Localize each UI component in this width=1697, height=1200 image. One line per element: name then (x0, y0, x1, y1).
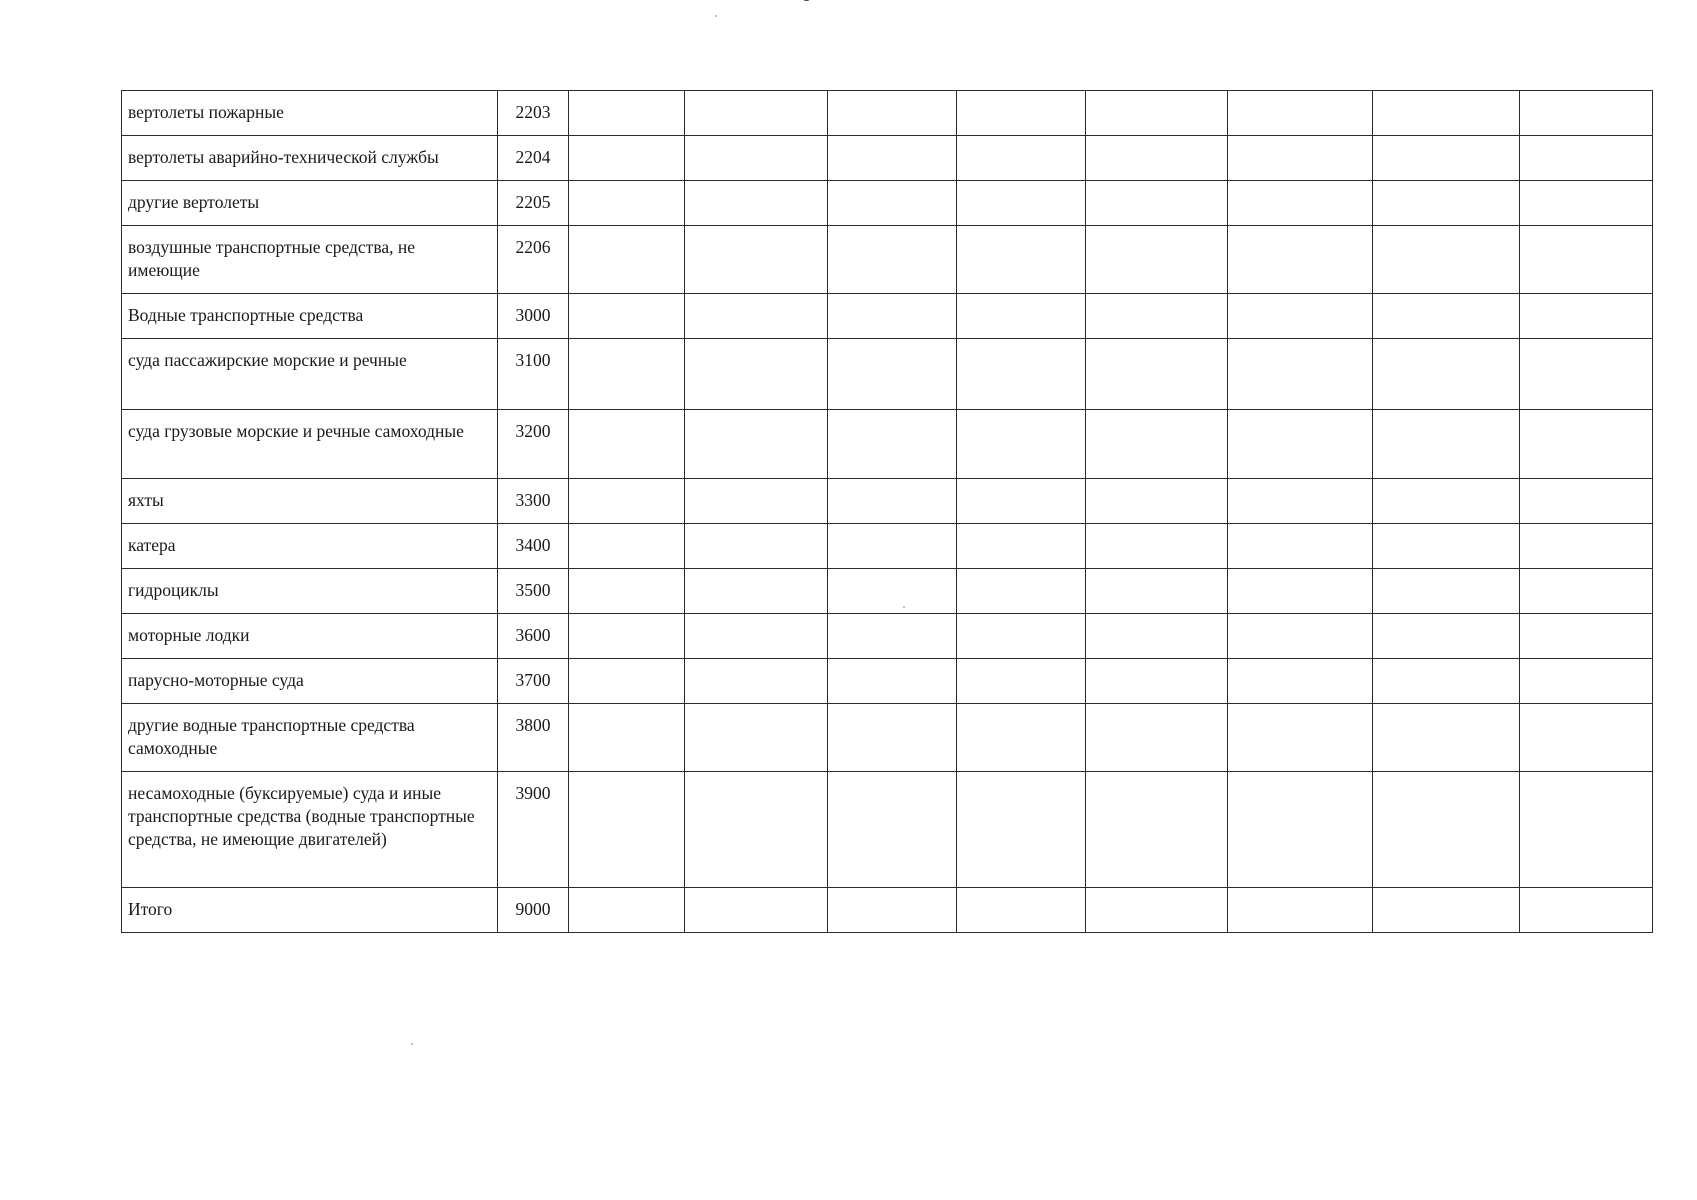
value-cell (685, 91, 828, 136)
value-cell (685, 659, 828, 704)
value-cell (957, 479, 1086, 524)
value-cell (569, 136, 685, 181)
table-row (122, 226, 1653, 294)
value-cell (1228, 479, 1373, 524)
value-cell (828, 479, 957, 524)
value-cell (569, 659, 685, 704)
table-row (122, 91, 1653, 136)
value-cell (1373, 614, 1520, 659)
value-cell (828, 410, 957, 479)
value-cell (828, 659, 957, 704)
row-name-cell: суда пассажирские морские и речные (122, 339, 498, 410)
table-body (122, 91, 1653, 933)
value-cell (1373, 888, 1520, 933)
value-cell (1520, 704, 1653, 772)
value-cell (1228, 704, 1373, 772)
value-cell (1086, 181, 1228, 226)
value-cell (1228, 614, 1373, 659)
value-cell (569, 181, 685, 226)
value-cell (1228, 410, 1373, 479)
value-cell (957, 524, 1086, 569)
value-cell (1228, 294, 1373, 339)
value-cell (1520, 339, 1653, 410)
value-cell (957, 410, 1086, 479)
row-name-cell: моторные лодки (122, 614, 498, 659)
value-cell (1086, 226, 1228, 294)
value-cell (1228, 226, 1373, 294)
value-cell (1373, 410, 1520, 479)
table-row (122, 136, 1653, 181)
value-cell (685, 410, 828, 479)
row-code-cell: 2206 (498, 226, 569, 294)
row-name-cell: другие вертолеты (122, 181, 498, 226)
scan-artifact (903, 606, 905, 608)
row-code-cell: 3000 (498, 294, 569, 339)
value-cell (1373, 772, 1520, 888)
value-cell (569, 772, 685, 888)
table-row-total (122, 888, 1653, 933)
value-cell (828, 181, 957, 226)
value-cell (1520, 479, 1653, 524)
row-name-cell: Водные транспортные средства (122, 294, 498, 339)
row-code-cell: 2205 (498, 181, 569, 226)
value-cell (569, 294, 685, 339)
value-cell (569, 91, 685, 136)
row-code-cell: 3600 (498, 614, 569, 659)
value-cell (685, 524, 828, 569)
value-cell (957, 772, 1086, 888)
value-cell (1373, 294, 1520, 339)
value-cell (685, 888, 828, 933)
value-cell (1086, 614, 1228, 659)
value-cell (1228, 339, 1373, 410)
value-cell (1086, 410, 1228, 479)
value-cell (569, 704, 685, 772)
value-cell (957, 614, 1086, 659)
value-cell (828, 226, 957, 294)
value-cell (957, 226, 1086, 294)
value-cell (828, 339, 957, 410)
value-cell (828, 524, 957, 569)
value-cell (1373, 659, 1520, 704)
value-cell (828, 614, 957, 659)
scan-artifact (715, 15, 717, 17)
value-cell (828, 772, 957, 888)
value-cell (1373, 226, 1520, 294)
value-cell (685, 704, 828, 772)
row-code-cell: 3300 (498, 479, 569, 524)
value-cell (1228, 888, 1373, 933)
row-name-cell: суда грузовые морские и речные самоходные (122, 410, 498, 479)
value-cell (569, 524, 685, 569)
value-cell (828, 136, 957, 181)
value-cell (1086, 339, 1228, 410)
row-name-cell: несамоходные (буксируемые) суда и иные транспортные средства (водные транспортные средства, не имеющие двигателей) (122, 772, 498, 888)
table-row (122, 524, 1653, 569)
value-cell (1086, 91, 1228, 136)
value-cell (1373, 524, 1520, 569)
row-name-cell: другие водные транспортные средства самоходные (122, 704, 498, 772)
value-cell (1086, 136, 1228, 181)
value-cell (1228, 659, 1373, 704)
table-row (122, 339, 1653, 410)
vehicle-report-table (121, 90, 1653, 933)
value-cell (1086, 524, 1228, 569)
value-cell (685, 226, 828, 294)
row-name-cell: Итого (122, 888, 498, 933)
value-cell (1086, 479, 1228, 524)
value-cell (1373, 339, 1520, 410)
value-cell (685, 294, 828, 339)
value-cell (569, 569, 685, 614)
value-cell (957, 91, 1086, 136)
value-cell (569, 226, 685, 294)
value-cell (1086, 704, 1228, 772)
value-cell (1228, 91, 1373, 136)
value-cell (1373, 91, 1520, 136)
row-code-cell: 3100 (498, 339, 569, 410)
value-cell (1086, 772, 1228, 888)
value-cell (957, 704, 1086, 772)
value-cell (957, 339, 1086, 410)
value-cell (1520, 91, 1653, 136)
value-cell (1086, 888, 1228, 933)
value-cell (1520, 136, 1653, 181)
table-row (122, 294, 1653, 339)
value-cell (1520, 659, 1653, 704)
value-cell (1520, 569, 1653, 614)
value-cell (957, 569, 1086, 614)
row-code-cell: 9000 (498, 888, 569, 933)
value-cell (957, 294, 1086, 339)
table-row (122, 479, 1653, 524)
value-cell (1520, 772, 1653, 888)
value-cell (569, 888, 685, 933)
table-row (122, 569, 1653, 614)
row-name-cell: гидроциклы (122, 569, 498, 614)
value-cell (569, 614, 685, 659)
value-cell (957, 659, 1086, 704)
value-cell (828, 569, 957, 614)
value-cell (957, 888, 1086, 933)
scan-artifact (411, 1043, 413, 1045)
table-row (122, 772, 1653, 888)
value-cell (1373, 136, 1520, 181)
scan-artifact (804, 0, 809, 1)
value-cell (685, 772, 828, 888)
value-cell (1373, 704, 1520, 772)
value-cell (1086, 659, 1228, 704)
value-cell (828, 91, 957, 136)
value-cell (1520, 294, 1653, 339)
value-cell (569, 479, 685, 524)
value-cell (1520, 524, 1653, 569)
table-row (122, 659, 1653, 704)
value-cell (685, 181, 828, 226)
row-name-cell: вертолеты аварийно-технической службы (122, 136, 498, 181)
value-cell (1520, 614, 1653, 659)
row-code-cell: 3400 (498, 524, 569, 569)
value-cell (1228, 136, 1373, 181)
row-code-cell: 3500 (498, 569, 569, 614)
value-cell (1228, 569, 1373, 614)
value-cell (1228, 181, 1373, 226)
table-row (122, 614, 1653, 659)
value-cell (1373, 479, 1520, 524)
value-cell (1520, 226, 1653, 294)
row-code-cell: 3800 (498, 704, 569, 772)
value-cell (957, 181, 1086, 226)
value-cell (828, 294, 957, 339)
value-cell (1228, 772, 1373, 888)
value-cell (957, 136, 1086, 181)
table-row (122, 704, 1653, 772)
value-cell (1520, 181, 1653, 226)
value-cell (1373, 181, 1520, 226)
row-code-cell: 2203 (498, 91, 569, 136)
row-code-cell: 2204 (498, 136, 569, 181)
value-cell (1373, 569, 1520, 614)
value-cell (1086, 569, 1228, 614)
value-cell (685, 569, 828, 614)
row-code-cell: 3700 (498, 659, 569, 704)
row-name-cell: воздушные транспортные средства, не имеющие (122, 226, 498, 294)
value-cell (828, 704, 957, 772)
value-cell (1228, 524, 1373, 569)
value-cell (569, 410, 685, 479)
value-cell (1520, 410, 1653, 479)
row-name-cell: катера (122, 524, 498, 569)
row-name-cell: парусно-моторные суда (122, 659, 498, 704)
value-cell (685, 339, 828, 410)
row-name-cell: яхты (122, 479, 498, 524)
value-cell (569, 339, 685, 410)
value-cell (685, 136, 828, 181)
value-cell (685, 614, 828, 659)
table-row (122, 410, 1653, 479)
row-code-cell: 3900 (498, 772, 569, 888)
value-cell (828, 888, 957, 933)
value-cell (1086, 294, 1228, 339)
value-cell (1520, 888, 1653, 933)
value-cell (685, 479, 828, 524)
row-code-cell: 3200 (498, 410, 569, 479)
row-name-cell: вертолеты пожарные (122, 91, 498, 136)
table-row (122, 181, 1653, 226)
